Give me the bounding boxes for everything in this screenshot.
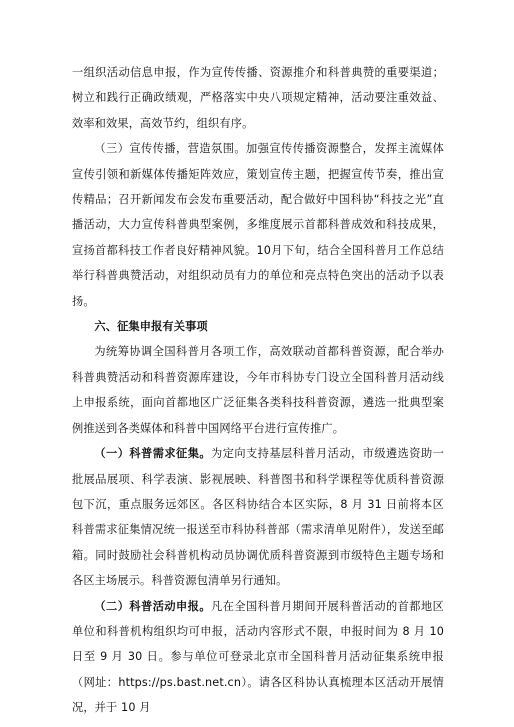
paragraph-publicity (72, 136, 444, 314)
subsection-2-title: （二）科普活动申报。 (94, 599, 212, 613)
paragraph-coordination: 为统筹协调全国科普月各项工作，高效联动首都科普资源，配合举办科普典赞活动和科普资源库建设，今年市科协专门设立全国科普月活动线上申报系统，面向首都地区广泛征集各类科技科普资源，遴选一批典型案例推送到各类媒体和科普中国网络平台进行宣传推广。 (72, 345, 444, 435)
subsection-1-body: 为定向支持基层科普月活动，市级遴选资助一批展品展项、科学表演、影视展映、科普图书和科学课程等优质科普资源包下沉，重点服务远郊区。各区科协结合本区实际，8 月 31 日前将本区科普需求征集情况统一报送至市科协科普部（需求清单见附件），发送至邮箱。同时鼓励社会科普机构动员协调优质科普资源到市级特色主题专场和各区主场展示。科普资源包清单另行通知。 (72, 447, 444, 588)
subsection-2-body: 凡在全国科普月期间开展科普活动的首都地区单位和科普机构组织均可申报，活动内容形式不限，申报时间为 8 月 10 日至 9 月 30 日。参与单位可登录北京市全国科普月活动征集系统申报（网址：https://ps.bast.net.cn）。请各区科协认真梳理本区活动开展情况，并于 10 月 (72, 599, 444, 715)
section-3-body: 加强宣传传播资源整合，发挥主流媒体宣传引领和新媒体传播矩阵效应，策划宣传主题，把握宣传节奏，推出宣传精品；召开新闻发布会发布重要活动，配合做好中国科协“科技之光”直播活动，大力宣传科普典型案例，多维度展示首都科普成效和科技成果，宣扬首都科技工作者良好精神风貌。10月下旬，结合全国科普月工作总结举行科普典赞活动，对组织动员有力的单位和亮点特色突出的活动予以表扬。 (72, 142, 444, 308)
subsection-1-title: （一）科普需求征集。 (94, 447, 212, 461)
paragraph-demand-collection (72, 441, 444, 593)
document-body (72, 60, 444, 721)
paragraph-activity-application (72, 594, 444, 721)
paragraph-organize-activities: 一组织活动信息申报，作为宣传传播、资源推介和科普典赞的重要渠道；树立和践行正确政绩观，严格落实中央八项规定精神，活动要注重效益、效率和效果，高效节约，组织有序。 (72, 66, 444, 130)
section-6-heading: 六、征集申报有关事项 (94, 320, 208, 334)
section-3-title: （三）宣传传播，营造氛围。 (94, 142, 247, 156)
